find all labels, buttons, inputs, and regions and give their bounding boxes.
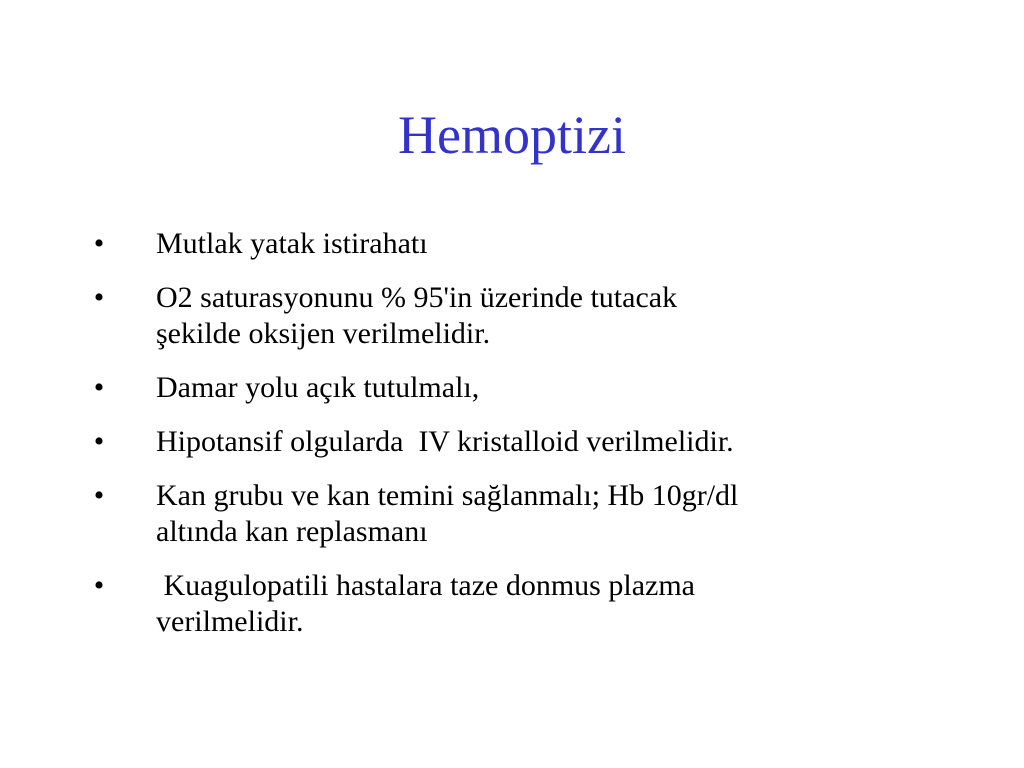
bullet-point-icon: •	[93, 371, 105, 404]
bullet-point-icon: •	[93, 569, 105, 602]
bullet-point-icon: •	[93, 227, 105, 260]
bullet-item	[84, 226, 964, 262]
bullet-item	[84, 478, 964, 550]
bullet-point-icon: •	[93, 281, 105, 314]
bullet-point-icon: •	[93, 479, 105, 512]
bullet-item	[84, 568, 964, 640]
bullet-text: Kan grubu ve kan temini sağlanmalı; Hb 10gr/dl altında kan replasmanı	[156, 479, 739, 548]
bullet-point-icon: •	[93, 425, 105, 458]
bullet-item	[84, 280, 964, 352]
bullet-text: Kuagulopatili hastalara taze donmus plazma verilmelidir.	[156, 569, 695, 638]
bullet-list	[84, 226, 964, 658]
bullet-text: O2 saturasyonunu % 95'in üzerinde tutacak şekilde oksijen verilmelidir.	[156, 281, 678, 350]
bullet-text: Damar yolu açık tutulmalı,	[156, 371, 480, 404]
bullet-item	[84, 370, 964, 406]
bullet-text: Mutlak yatak istirahatı	[156, 227, 428, 260]
bullet-text: Hipotansif olgularda IV kristalloid verilmelidir.	[156, 425, 734, 458]
slide-title: Hemoptizi	[398, 105, 626, 165]
bullet-item	[84, 424, 964, 460]
